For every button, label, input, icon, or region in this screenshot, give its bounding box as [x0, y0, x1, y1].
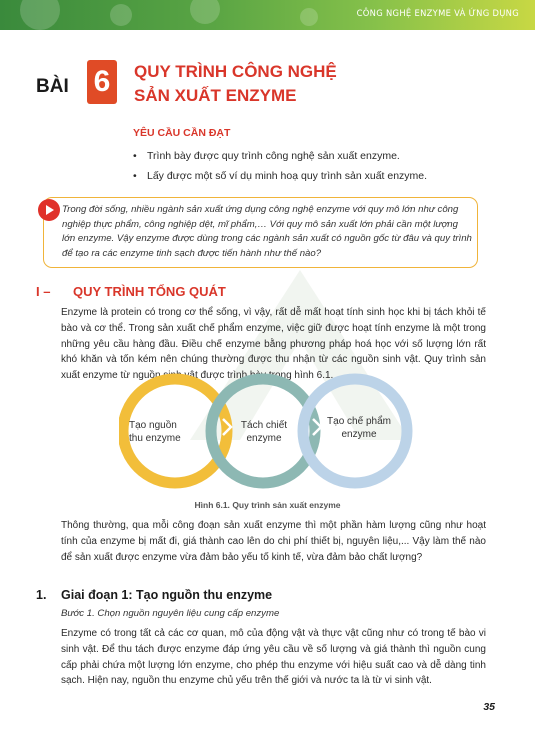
- page-number: 35: [483, 701, 495, 713]
- section-paragraph-2: Thông thường, qua mỗi công đoạn sản xuất enzyme thì một phần hàm lượng cũng như hoạt tính của enzyme bị mất đi, giá thành cao lên do chi phí thiết bị, nguyên liệu,... Vậy làm thế nào để sản xuất được enzyme vừa đảm bảo yếu tố kinh tế, vừa đảm bảo chất lượng?: [61, 520, 486, 563]
- stage-label-source: Tạo nguồn thu enzyme: [129, 420, 181, 444]
- subsection-number: 1.: [36, 588, 47, 602]
- requirement-item: • Trình bày được quy trình công nghệ sản xuất enzyme.: [133, 146, 473, 166]
- subsection-title: Giai đoạn 1: Tạo nguồn thu enzyme: [61, 588, 273, 602]
- figure-caption: [0, 500, 535, 510]
- figure-caption-number: Hình 6.1.: [194, 500, 230, 510]
- section-title: QUY TRÌNH TỔNG QUÁT: [73, 284, 226, 299]
- section-number: I –: [36, 284, 51, 299]
- header-band: [0, 0, 535, 30]
- requirement-item: • Lấy được một số ví dụ minh hoạ quy trình sản xuất enzyme.: [133, 166, 473, 186]
- requirements-list: [133, 146, 473, 186]
- intro-text: Trong đời sống, nhiều ngành sản xuất ứng dụng công nghệ enzyme với quy mô lớn như công nghiệp thực phẩm, công nghiệp dệt, mĩ phẩm,… Với quy mô sản xuất lớn phải cần một lượng lớn enzyme. Vậy enzyme được dùng trong các ngành sản xuất có nguồn gốc từ đâu và quy trình để tạo ra các enzyme tinh sạch được tiến hành như thế nào?: [62, 204, 472, 259]
- step-label: Bước 1. Chọn nguồn nguyên liệu cung cấp enzyme: [61, 608, 280, 619]
- stage-label-product: Tạo chế phẩm enzyme: [327, 416, 391, 440]
- stage-label-extraction: Tách chiết enzyme: [240, 420, 288, 444]
- lesson-number: 6: [87, 60, 117, 104]
- lesson-title-line2: SẢN XUẤT ENZYME: [134, 86, 297, 105]
- subsection-paragraph: Enzyme có trong tất cả các cơ quan, mô của động vật và thực vật cũng như có trong tế bào vi sinh vật. Để thu tách được enzyme đáp ứng yêu cầu về số lượng và giá thành thì nguồn cung cấp phải chứa một lượng lớn enzyme, cho phép thu enzyme với hiệu suất cao và dễ dàng tinh sạch. Hiện nay, nguồn thu enzyme chủ yếu trên thế giới và nước ta là từ vi sinh vật.: [61, 628, 486, 687]
- play-icon: [38, 199, 60, 221]
- section-paragraph-1: Enzyme là protein có trong cơ thể sống, vì vậy, rất dễ mất hoạt tính sinh học khi bị tách khỏi tế bào và cơ thể. Trong sản xuất chế phẩm enzyme, việc giữ được hoạt tính enzyme là một trong những yêu cầu hàng đầu. Điều chế enzyme bằng phương pháp hoá học với số lượng lớn rất khó khăn và tốn kém nên chúng thường được thu nhận từ các nguồn sinh vật. Quy trình sản xuất enzyme từ nguồn sinh vật được trình bày trong hình 6.1.: [61, 307, 486, 382]
- figure-caption-text: Quy trình sản xuất enzyme: [232, 500, 341, 510]
- process-diagram: [119, 369, 419, 497]
- lesson-title: [134, 60, 454, 108]
- lesson-label: BÀI: [36, 76, 69, 97]
- running-header: CÔNG NGHỆ ENZYME VÀ ỨNG DỤNG: [356, 8, 519, 18]
- requirements-heading: YÊU CẦU CẦN ĐẠT: [133, 127, 231, 139]
- lesson-title-line1: QUY TRÌNH CÔNG NGHỆ: [134, 62, 337, 81]
